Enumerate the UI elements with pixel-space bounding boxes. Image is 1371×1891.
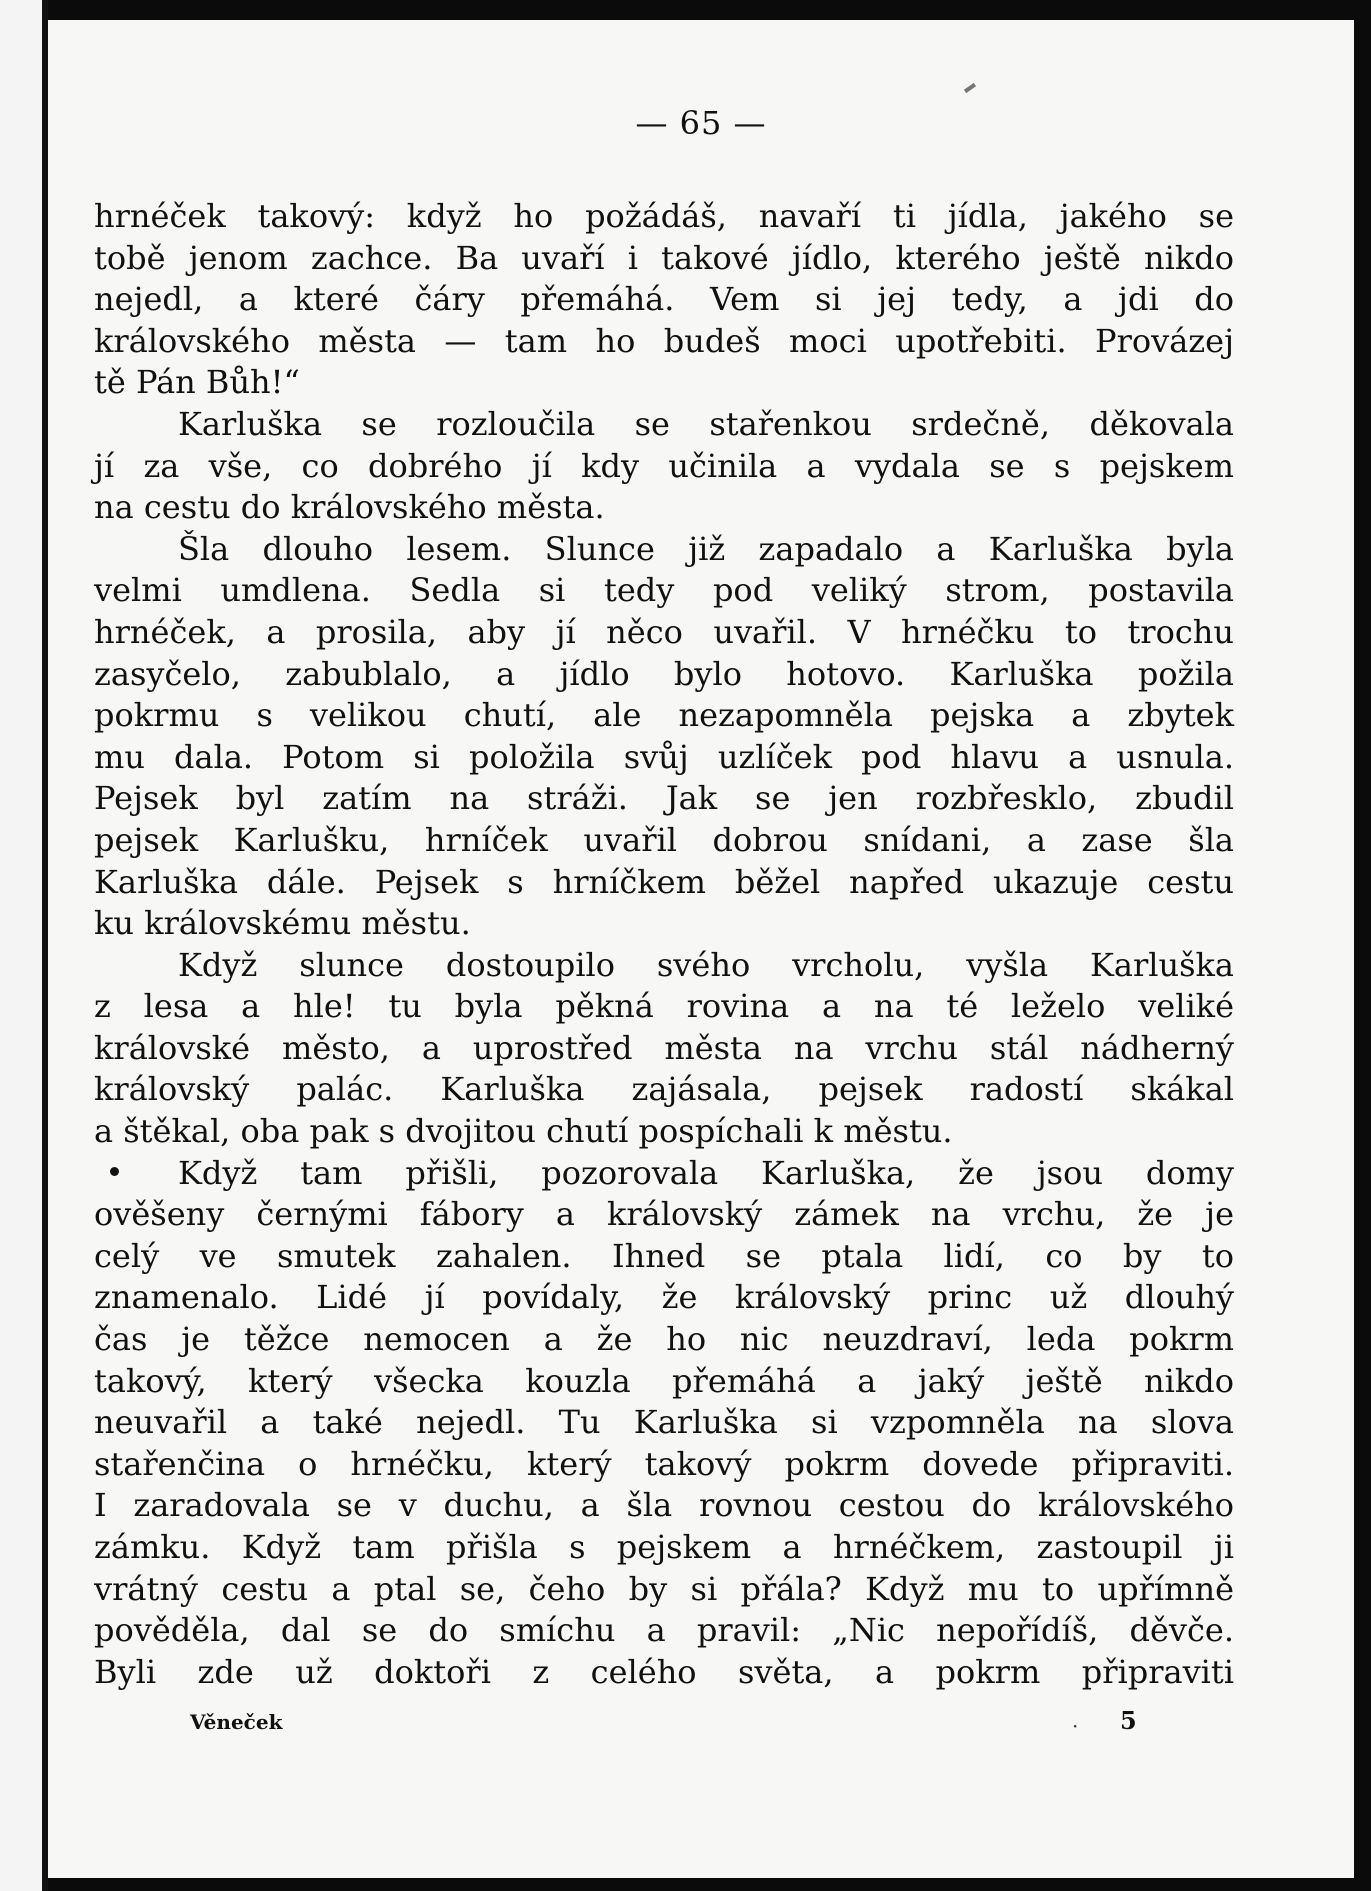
- text-line: královského města — tam ho budeš moci upotřebiti. Provázej: [94, 321, 1234, 360]
- text-line: takový, který všecka kouzla přemáhá a jaký ještě nikdo: [94, 1361, 1234, 1400]
- footer-signature-mark: Věneček: [190, 1710, 283, 1734]
- text-line: vrátný cestu a ptal se, čeho by si přála? Když mu to upřímně: [94, 1569, 1234, 1608]
- footer-dot: ·: [1072, 1714, 1079, 1738]
- text-line: celý ve smutek zahalen. Ihned se ptala lidí, co by to: [94, 1236, 1234, 1275]
- text-line: Šla dlouho lesem. Slunce již zapadalo a Karluška byla: [178, 529, 1234, 568]
- text-line: pověděla, dal se do smíchu a pravil: „Nic nepořídíš, děvče.: [94, 1611, 1234, 1650]
- text-line: stařenčina o hrnéčku, který takový pokrm dovede připraviti.: [94, 1444, 1234, 1483]
- body-text: [94, 196, 1234, 1693]
- text-line: neuvařil a také nejedl. Tu Karluška si vzpomněla na slova: [94, 1403, 1234, 1442]
- text-line: Když slunce dostoupilo svého vrcholu, vyšla Karluška: [178, 945, 1234, 984]
- text-line: Byli zde už doktoři z celého světa, a pokrm připraviti: [94, 1652, 1234, 1691]
- bottom-scan-edge: [48, 1878, 1371, 1891]
- top-scan-edge: [48, 0, 1371, 20]
- text-line: I zaradovala se v duchu, a šla rovnou cestou do královského: [94, 1486, 1234, 1525]
- text-line: pejsek Karlušku, hrníček uvařil dobrou snídani, a zase šla: [94, 820, 1234, 859]
- stray-mark: [964, 83, 976, 93]
- text-line: znamenalo. Lidé jí povídaly, že královský princ už dlouhý: [94, 1278, 1234, 1317]
- text-line: nejedl, a které čáry přemáhá. Vem si jej tedy, a jdi do: [94, 280, 1234, 319]
- text-line: Když tam přišli, pozorovala Karluška, že jsou domy: [178, 1153, 1234, 1192]
- text-line: zasyčelo, zabublalo, a jídlo bylo hotovo. Karluška požila: [94, 654, 1234, 693]
- text-line: Karluška se rozloučila se stařenkou srdečně, děkovala: [178, 404, 1234, 443]
- text-line: na cestu do královského města.: [94, 488, 605, 527]
- text-line: tobě jenom zachce. Ba uvaří i takové jídlo, kterého ještě nikdo: [94, 238, 1234, 277]
- text-line: z lesa a hle! tu byla pěkná rovina a na té leželo veliké: [94, 987, 1234, 1026]
- page-number: — 65 —: [635, 104, 767, 142]
- text-line: mu dala. Potom si položila svůj uzlíček pod hlavu a usnula.: [94, 737, 1234, 776]
- text-line: a štěkal, oba pak s dvojitou chutí pospíchali k městu.: [94, 1112, 953, 1151]
- text-line: jí za vše, co dobrého jí kdy učinila a vydala se s pejskem: [94, 446, 1234, 485]
- text-line: pokrmu s velikou chutí, ale nezapomněla pejska a zbytek: [94, 696, 1234, 735]
- text-line: čas je těžce nemocen a že ho nic neuzdraví, leda pokrm: [94, 1320, 1234, 1359]
- text-line: hrnéček, a prosila, aby jí něco uvařil. V hrnéčku to trochu: [94, 612, 1234, 651]
- text-line: Karluška dále. Pejsek s hrníčkem běžel napřed ukazuje cestu: [94, 862, 1234, 901]
- text-line: Pejsek byl zatím na stráži. Jak se jen rozbřesklo, zbudil: [94, 779, 1234, 818]
- right-scan-edge: [1354, 0, 1371, 1891]
- left-page-edge: [0, 0, 48, 1891]
- text-line: královský palác. Karluška zajásala, pejsek radostí skákal: [94, 1070, 1234, 1109]
- text-line: velmi umdlena. Sedla si tedy pod veliký strom, postavila: [94, 571, 1234, 610]
- text-line: hrnéček takový: když ho požádáš, navaří ti jídla, jakého se: [94, 197, 1234, 235]
- text-line: ověšeny černými fábory a královský zámek na vrchu, že je: [94, 1195, 1234, 1234]
- text-line: ku královskému městu.: [94, 904, 471, 943]
- book-page: [48, 20, 1354, 1878]
- text-line: královské město, a uprostřed města na vrchu stál nádherný: [94, 1028, 1234, 1067]
- footer-sheet-number: 5: [1120, 1706, 1137, 1735]
- text-line: zámku. Když tam přišla s pejskem a hrnéčkem, zastoupil ji: [94, 1528, 1234, 1566]
- text-line: tě Pán Bůh!“: [94, 363, 300, 402]
